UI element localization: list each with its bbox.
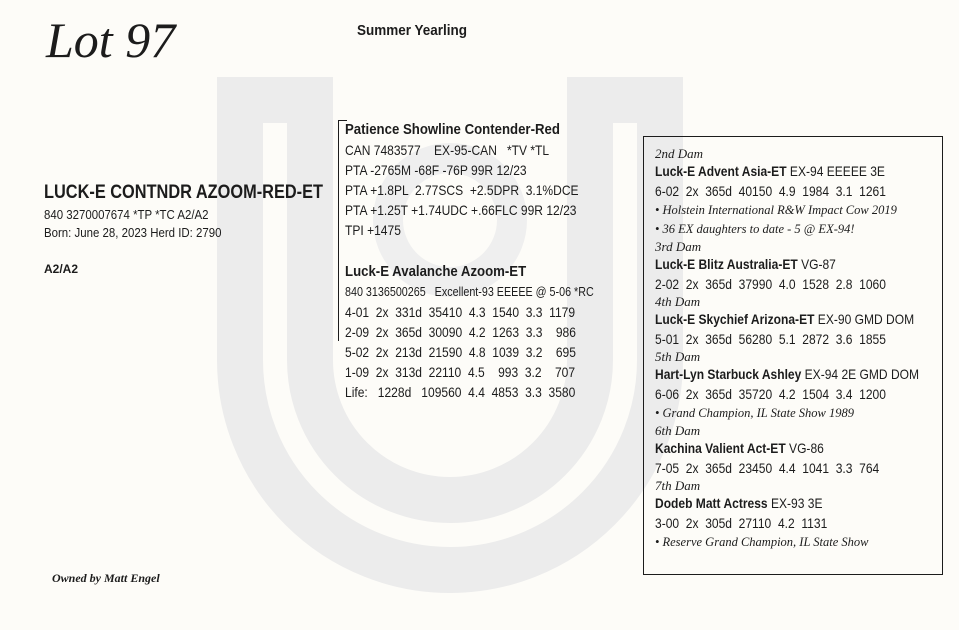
animal-info <box>44 180 368 242</box>
maternal-line-box <box>643 136 943 575</box>
animal-genotype: A2/A2 <box>44 262 79 276</box>
lot-title: Lot 97 <box>46 12 176 68</box>
dam-name: Luck-E Avalanche Azoom-ET <box>345 263 527 280</box>
dam-entry-classification: EX-94 2E GMD DOM <box>801 366 920 382</box>
dam-record: Life: 1228d 109560 4.4 4853 3.3 3580 <box>345 384 576 400</box>
dam-entry-name <box>655 494 902 513</box>
owner-line: Owned by Matt Engel <box>52 571 160 585</box>
dam-entry-note: • 36 EX daughters to date - 5 @ EX-94! <box>655 222 855 236</box>
sire-name: Patience Showline Contender-Red <box>345 121 560 138</box>
dam-entry-name <box>655 365 920 384</box>
dam-entry-note: • Reserve Grand Champion, IL State Show <box>655 535 869 549</box>
dam-entry-record: 6-02 2x 365d 40150 4.9 1984 3.1 1261 <box>655 183 886 199</box>
sire-line: CAN 7483577 EX-95-CAN *TV *TL <box>345 142 550 158</box>
dam-id-line: 840 3136500265 Excellent-93 EEEEE @ 5-06 *RC <box>345 285 594 299</box>
dam-entry-classification: EX-94 EEEEE 3E <box>786 163 885 179</box>
dam-entry-name-text: Hart-Lyn Starbuck Ashley <box>655 366 802 382</box>
dam-entry-note: • Grand Champion, IL State Show 1989 <box>655 406 854 420</box>
dam-record: 1-09 2x 313d 22110 4.5 993 3.2 707 <box>345 364 576 380</box>
dam-entry <box>655 478 942 552</box>
sire-block <box>345 120 617 240</box>
dam-entry-name-text: Luck-E Blitz Australia-ET <box>655 256 798 272</box>
dam-record: 5-02 2x 213d 21590 4.8 1039 3.2 695 <box>345 344 576 360</box>
dam-entry-name <box>655 255 902 274</box>
dam-entry-classification: EX-93 3E <box>767 495 823 511</box>
dam-entry <box>655 146 942 239</box>
dam-entry-record: 5-01 2x 365d 56280 5.1 2872 3.6 1855 <box>655 331 886 347</box>
dam-entry-record: 7-05 2x 365d 23450 4.4 1041 3.3 764 <box>655 460 880 476</box>
dam-entry-name-text: Luck-E Advent Asia-ET <box>655 163 787 179</box>
dam-record: 4-01 2x 331d 35410 4.3 1540 3.3 1179 <box>345 304 576 320</box>
dam-entry-classification: VG-87 <box>797 256 836 272</box>
dam-entry-name-text: Dodeb Matt Actress <box>655 495 768 511</box>
generation-label: 5th Dam <box>655 349 701 364</box>
animal-id-line: 840 3270007674 *TP *TC A2/A2 <box>44 207 209 222</box>
dam-entry <box>655 423 942 478</box>
dam-entry <box>655 349 942 423</box>
sire-line: PTA -2765M -68F -76P 99R 12/23 <box>345 162 527 178</box>
dam-entry-name <box>655 310 915 329</box>
sire-line: PTA +1.8PL 2.77SCS +2.5DPR 3.1%DCE <box>345 182 579 198</box>
sire-line: PTA +1.25T +1.74UDC +.66FLC 99R 12/23 <box>345 202 577 218</box>
dam-entry-name-text: Luck-E Skychief Arizona-ET <box>655 311 815 327</box>
dam-entry-classification: VG-86 <box>785 440 824 456</box>
generation-label: 7th Dam <box>655 478 701 493</box>
dam-entry-record: 2-02 2x 365d 37990 4.0 1528 2.8 1060 <box>655 276 886 292</box>
dam-entry-name <box>655 439 902 458</box>
generation-label: 4th Dam <box>655 294 701 309</box>
animal-name: LUCK-E CONTNDR AZOOM-RED-ET <box>44 182 323 203</box>
dam-entry <box>655 294 942 349</box>
dam-entry-note: • Holstein International R&W Impact Cow 2019 <box>655 203 897 217</box>
dam-entry-classification: EX-90 GMD DOM <box>814 311 915 327</box>
dam-entry-name <box>655 162 902 181</box>
animal-born-line: Born: June 28, 2023 Herd ID: 2790 <box>44 225 222 240</box>
generation-label: 3rd Dam <box>655 239 702 254</box>
sale-type: Summer Yearling <box>357 22 468 39</box>
dam-entry-record: 6-06 2x 365d 35720 4.2 1504 3.4 1200 <box>655 386 886 402</box>
sire-line: TPI +1475 <box>345 222 401 238</box>
generation-label: 6th Dam <box>655 423 701 438</box>
dam-block <box>345 262 634 402</box>
dam-record: 2-09 2x 365d 30090 4.2 1263 3.3 986 <box>345 324 576 340</box>
generation-label: 2nd Dam <box>655 146 704 161</box>
dam-entry <box>655 239 942 294</box>
dam-entry-record: 3-00 2x 305d 27110 4.2 1131 <box>655 515 828 531</box>
dam-entry-name-text: Kachina Valient Act-ET <box>655 440 786 456</box>
